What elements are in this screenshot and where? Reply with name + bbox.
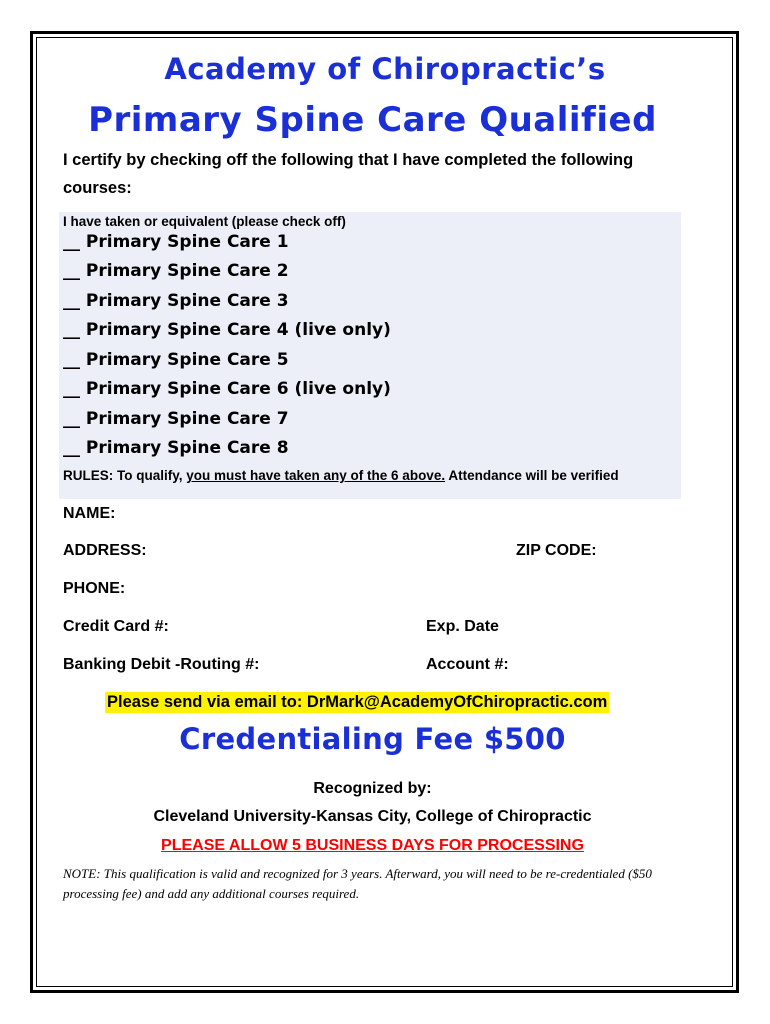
exp-date-field-label[interactable]: Exp. Date — [426, 618, 499, 635]
course-checkbox-item[interactable]: __ Primary Spine Care 7 — [63, 409, 289, 429]
course-checkbox-item[interactable]: __ Primary Spine Care 5 — [63, 350, 289, 370]
recognized-label: Recognized by: — [313, 780, 432, 797]
course-checkbox-item[interactable]: __ Primary Spine Care 6 (live only) — [63, 379, 391, 399]
routing-field-label[interactable]: Banking Debit -Routing #: — [63, 656, 260, 673]
rules-prefix: RULES: To qualify, — [63, 468, 187, 483]
credit-card-field-label[interactable]: Credit Card #: — [63, 618, 169, 635]
course-checkbox-item[interactable]: __ Primary Spine Care 8 — [63, 438, 289, 458]
rules-underlined: you must have taken any of the 6 above. — [186, 468, 446, 483]
course-checkbox-item[interactable]: __ Primary Spine Care 4 (live only) — [63, 320, 391, 340]
course-checkbox-item[interactable]: __ Primary Spine Care 1 — [63, 232, 289, 252]
title-line-1: Academy of Chiropractic’s — [164, 52, 606, 86]
title-line-2: Primary Spine Care Qualified — [88, 100, 657, 140]
rules-suffix: Attendance will be verified — [445, 468, 619, 483]
recognized-by: Cleveland University-Kansas City, College of Chiropractic — [153, 808, 592, 825]
intro-text: I certify by checking off the following that I have completed the following courses: — [63, 151, 634, 197]
phone-field-label[interactable]: PHONE: — [63, 580, 126, 597]
course-checkbox-item[interactable]: __ Primary Spine Care 3 — [63, 291, 289, 311]
rules-text — [63, 468, 619, 483]
credentialing-fee: Credentialing Fee $500 — [179, 722, 566, 756]
processing-notice-text: PLEASE ALLOW 5 BUSINESS DAYS FOR PROCESSING — [161, 837, 584, 854]
course-checkbox-item[interactable]: __ Primary Spine Care 2 — [63, 261, 289, 281]
processing-notice — [0, 837, 745, 855]
email-instruction: Please send via email to: DrMark@AcademyOfChiropractic.com — [107, 693, 608, 711]
account-field-label[interactable]: Account #: — [426, 656, 509, 673]
courses-panel-heading: I have taken or equivalent (please check off) — [63, 214, 346, 229]
validity-note: NOTE: This qualification is valid and recognized for 3 years. Afterward, you will need to be re-credentialed ($50 processing fee) and add any additional courses required. — [63, 866, 652, 901]
zip-field-label[interactable]: ZIP CODE: — [516, 542, 597, 559]
name-field-label[interactable]: NAME: — [63, 505, 116, 522]
address-field-label[interactable]: ADDRESS: — [63, 542, 147, 559]
